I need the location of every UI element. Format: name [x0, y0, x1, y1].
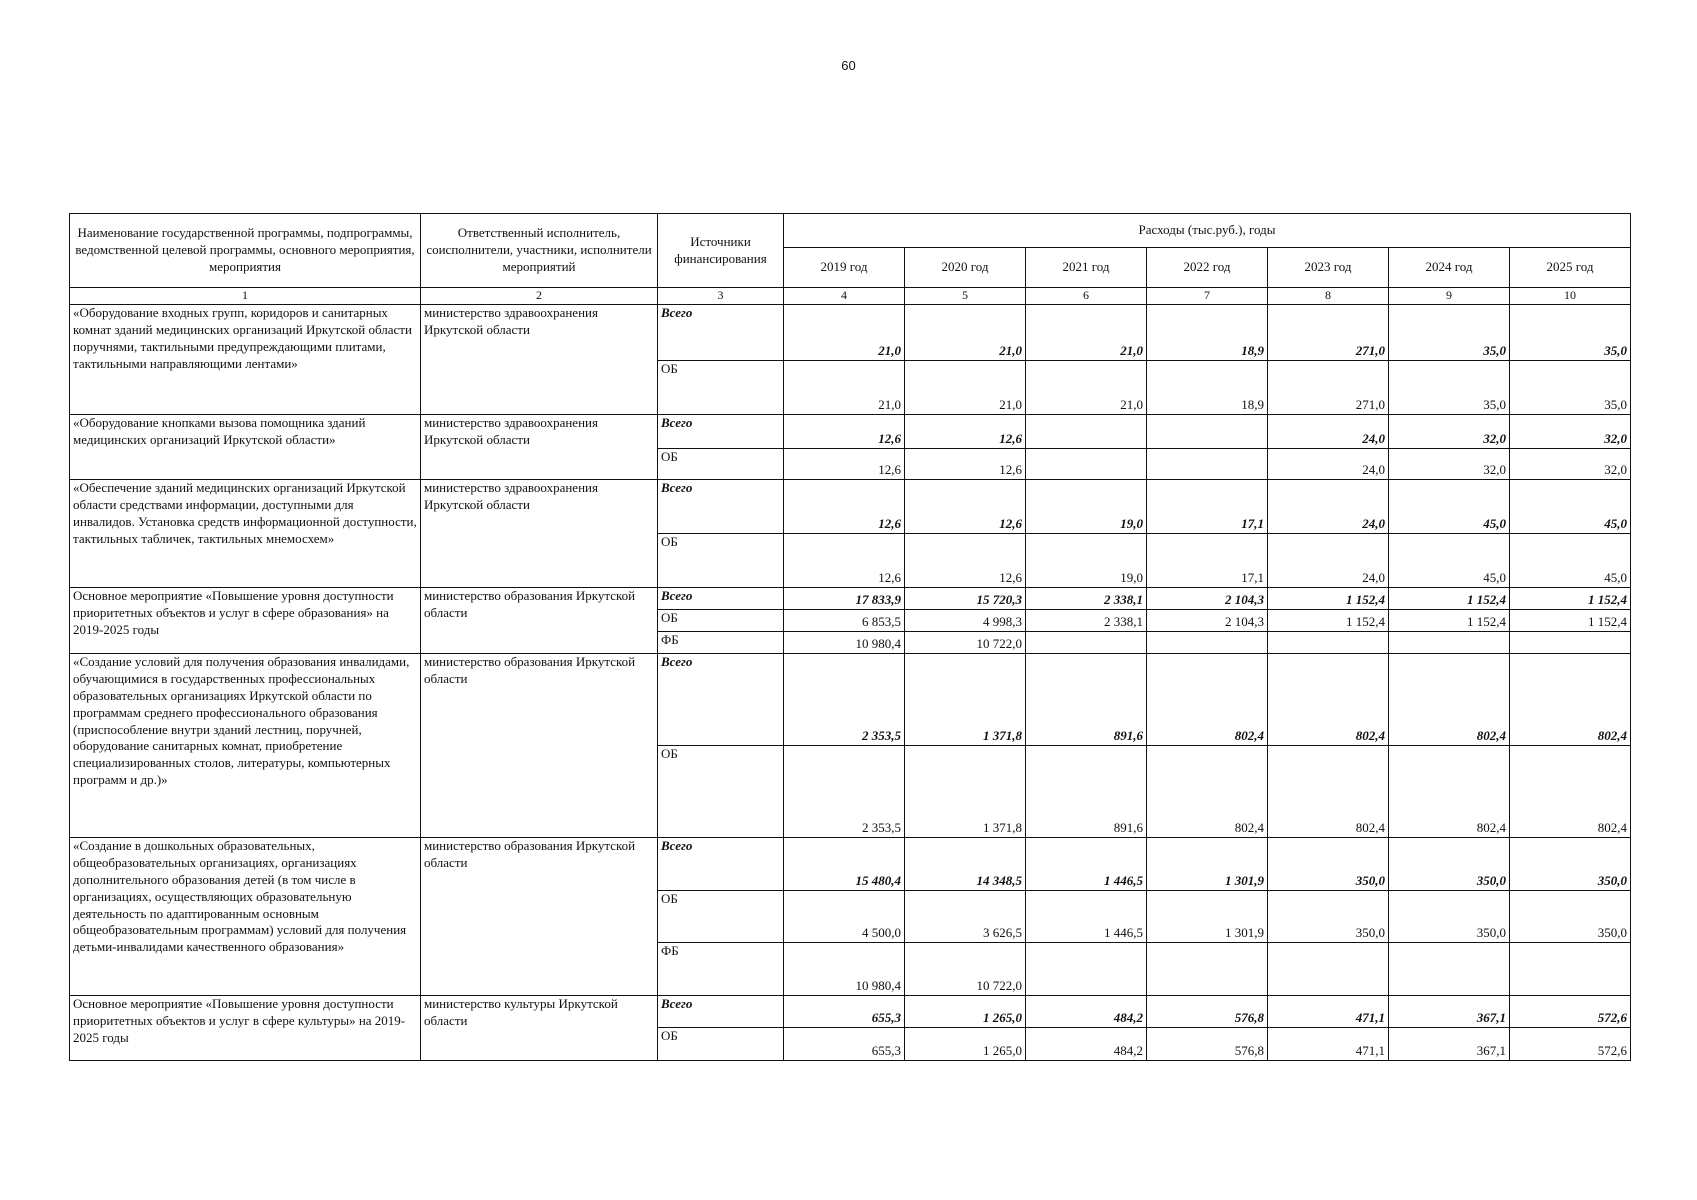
executor-cell: министерство здравоохранения Иркутской области [421, 305, 658, 415]
amount-cell: 19,0 [1026, 480, 1147, 534]
executor-cell: министерство образования Иркутской области [421, 588, 658, 654]
amount-cell: 21,0 [1026, 361, 1147, 415]
amount-cell: 10 722,0 [905, 943, 1026, 996]
amount-cell: 17,1 [1147, 534, 1268, 588]
amount-cell [1510, 943, 1631, 996]
amount-cell: 576,8 [1147, 1028, 1268, 1061]
amount-cell: 350,0 [1510, 891, 1631, 943]
column-number: 3 [658, 288, 784, 305]
amount-cell: 12,6 [784, 415, 905, 449]
amount-cell: 21,0 [1026, 305, 1147, 361]
amount-cell: 24,0 [1268, 534, 1389, 588]
amount-cell [1268, 943, 1389, 996]
amount-cell: 3 626,5 [905, 891, 1026, 943]
table-row [70, 588, 1631, 610]
funding-source-cell: Всего [658, 838, 784, 891]
header-funding-sources: Источники финансирования [658, 214, 784, 288]
amount-cell: 2 338,1 [1026, 610, 1147, 632]
amount-cell: 1 371,8 [905, 654, 1026, 746]
header-expenses: Расходы (тыс.руб.), годы [784, 214, 1631, 248]
amount-cell: 572,6 [1510, 996, 1631, 1028]
column-number: 8 [1268, 288, 1389, 305]
amount-cell: 1 152,4 [1510, 610, 1631, 632]
amount-cell: 21,0 [905, 361, 1026, 415]
amount-cell [1147, 449, 1268, 480]
amount-cell: 32,0 [1510, 449, 1631, 480]
funding-source-cell: Всего [658, 305, 784, 361]
amount-cell: 2 353,5 [784, 746, 905, 838]
page-number: 60 [841, 58, 856, 73]
funding-source-cell: Всего [658, 480, 784, 534]
amount-cell [1510, 632, 1631, 654]
header-program-name: Наименование государственной программы, подпрограммы, ведомственной целевой программы, основного мероприятия, мероприятия [70, 214, 421, 288]
executor-cell: министерство здравоохранения Иркутской области [421, 415, 658, 480]
program-name-cell: «Оборудование кнопками вызова помощника зданий медицинских организаций Иркутской области» [70, 415, 421, 480]
amount-cell: 45,0 [1389, 534, 1510, 588]
amount-cell: 350,0 [1268, 838, 1389, 891]
amount-cell: 271,0 [1268, 361, 1389, 415]
funding-source-cell: Всего [658, 654, 784, 746]
funding-source-cell: ОБ [658, 449, 784, 480]
program-name-cell: Основное мероприятие «Повышение уровня доступности приоритетных объектов и услуг в сфере образования» на 2019-2025 годы [70, 588, 421, 654]
amount-cell: 21,0 [784, 361, 905, 415]
funding-source-cell: Всего [658, 588, 784, 610]
amount-cell: 655,3 [784, 1028, 905, 1061]
amount-cell [1026, 449, 1147, 480]
funding-source-cell: ОБ [658, 534, 784, 588]
amount-cell: 10 722,0 [905, 632, 1026, 654]
header-year: 2024 год [1389, 248, 1510, 288]
amount-cell: 12,6 [784, 480, 905, 534]
amount-cell [1389, 943, 1510, 996]
amount-cell: 4 500,0 [784, 891, 905, 943]
funding-source-cell: ОБ [658, 1028, 784, 1061]
amount-cell: 32,0 [1389, 449, 1510, 480]
amount-cell: 350,0 [1268, 891, 1389, 943]
amount-cell: 10 980,4 [784, 943, 905, 996]
header-year: 2019 год [784, 248, 905, 288]
amount-cell: 12,6 [784, 534, 905, 588]
amount-cell: 1 301,9 [1147, 838, 1268, 891]
amount-cell: 802,4 [1268, 746, 1389, 838]
table-row [70, 838, 1631, 891]
amount-cell: 24,0 [1268, 449, 1389, 480]
amount-cell: 14 348,5 [905, 838, 1026, 891]
amount-cell: 1 301,9 [1147, 891, 1268, 943]
amount-cell: 2 104,3 [1147, 610, 1268, 632]
column-number: 9 [1389, 288, 1510, 305]
funding-source-cell: ФБ [658, 632, 784, 654]
amount-cell: 576,8 [1147, 996, 1268, 1028]
amount-cell: 350,0 [1510, 838, 1631, 891]
table-row [70, 305, 1631, 361]
amount-cell: 572,6 [1510, 1028, 1631, 1061]
header-year: 2025 год [1510, 248, 1631, 288]
amount-cell: 350,0 [1389, 891, 1510, 943]
amount-cell: 19,0 [1026, 534, 1147, 588]
amount-cell: 35,0 [1389, 361, 1510, 415]
amount-cell [1147, 415, 1268, 449]
funding-source-cell: ОБ [658, 891, 784, 943]
header-year: 2021 год [1026, 248, 1147, 288]
amount-cell: 21,0 [784, 305, 905, 361]
amount-cell: 1 371,8 [905, 746, 1026, 838]
amount-cell: 12,6 [784, 449, 905, 480]
executor-cell: министерство здравоохранения Иркутской области [421, 480, 658, 588]
program-name-cell: «Обеспечение зданий медицинских организаций Иркутской области средствами информации, доступными для инвалидов. Установка средств информационной доступности, тактильных табличек, тактильных мнемосхем» [70, 480, 421, 588]
header-year: 2020 год [905, 248, 1026, 288]
program-name-cell: «Оборудование входных групп, коридоров и санитарных комнат зданий медицинских организаций Иркутской области поручнями, тактильными предупреждающими плитами, тактильными направляющими лентами» [70, 305, 421, 415]
amount-cell: 802,4 [1147, 746, 1268, 838]
table-row [70, 996, 1631, 1028]
amount-cell: 6 853,5 [784, 610, 905, 632]
amount-cell: 32,0 [1389, 415, 1510, 449]
amount-cell: 802,4 [1147, 654, 1268, 746]
amount-cell: 2 104,3 [1147, 588, 1268, 610]
column-number: 10 [1510, 288, 1631, 305]
header-executor: Ответственный исполнитель, соисполнители, участники, исполнители мероприятий [421, 214, 658, 288]
amount-cell: 1 152,4 [1268, 610, 1389, 632]
column-number: 2 [421, 288, 658, 305]
amount-cell: 802,4 [1389, 654, 1510, 746]
amount-cell: 802,4 [1510, 654, 1631, 746]
column-number: 1 [70, 288, 421, 305]
amount-cell [1147, 632, 1268, 654]
amount-cell: 1 265,0 [905, 1028, 1026, 1061]
program-name-cell: Основное мероприятие «Повышение уровня доступности приоритетных объектов и услуг в сфере культуры» на 2019-2025 годы [70, 996, 421, 1061]
amount-cell: 802,4 [1268, 654, 1389, 746]
amount-cell [1268, 632, 1389, 654]
amount-cell: 18,9 [1147, 361, 1268, 415]
amount-cell: 45,0 [1510, 480, 1631, 534]
amount-cell: 10 980,4 [784, 632, 905, 654]
amount-cell: 12,6 [905, 449, 1026, 480]
amount-cell: 1 152,4 [1389, 610, 1510, 632]
amount-cell: 1 152,4 [1510, 588, 1631, 610]
amount-cell: 35,0 [1389, 305, 1510, 361]
funding-source-cell: Всего [658, 996, 784, 1028]
header-year: 2023 год [1268, 248, 1389, 288]
funding-source-cell: ОБ [658, 610, 784, 632]
amount-cell: 471,1 [1268, 1028, 1389, 1061]
amount-cell: 18,9 [1147, 305, 1268, 361]
header-year: 2022 год [1147, 248, 1268, 288]
amount-cell: 367,1 [1389, 1028, 1510, 1061]
amount-cell: 35,0 [1510, 361, 1631, 415]
amount-cell: 12,6 [905, 480, 1026, 534]
amount-cell: 891,6 [1026, 746, 1147, 838]
amount-cell [1026, 632, 1147, 654]
amount-cell [1389, 632, 1510, 654]
amount-cell: 1 446,5 [1026, 838, 1147, 891]
amount-cell: 45,0 [1389, 480, 1510, 534]
funding-source-cell: ФБ [658, 943, 784, 996]
table-body [70, 305, 1631, 1061]
column-number: 6 [1026, 288, 1147, 305]
amount-cell: 17 833,9 [784, 588, 905, 610]
amount-cell: 15 480,4 [784, 838, 905, 891]
amount-cell: 12,6 [905, 415, 1026, 449]
amount-cell: 2 353,5 [784, 654, 905, 746]
column-number: 5 [905, 288, 1026, 305]
amount-cell: 802,4 [1389, 746, 1510, 838]
executor-cell: министерство образования Иркутской области [421, 838, 658, 996]
amount-cell: 21,0 [905, 305, 1026, 361]
amount-cell: 655,3 [784, 996, 905, 1028]
funding-source-cell: Всего [658, 415, 784, 449]
amount-cell: 1 265,0 [905, 996, 1026, 1028]
executor-cell: министерство культуры Иркутской области [421, 996, 658, 1061]
amount-cell: 35,0 [1510, 305, 1631, 361]
amount-cell: 471,1 [1268, 996, 1389, 1028]
amount-cell: 484,2 [1026, 1028, 1147, 1061]
amount-cell: 32,0 [1510, 415, 1631, 449]
executor-cell: министерство образования Иркутской области [421, 654, 658, 838]
amount-cell: 45,0 [1510, 534, 1631, 588]
amount-cell: 24,0 [1268, 415, 1389, 449]
amount-cell: 15 720,3 [905, 588, 1026, 610]
table-row [70, 654, 1631, 746]
amount-cell: 4 998,3 [905, 610, 1026, 632]
amount-cell [1026, 943, 1147, 996]
amount-cell: 802,4 [1510, 746, 1631, 838]
amount-cell: 271,0 [1268, 305, 1389, 361]
amount-cell: 484,2 [1026, 996, 1147, 1028]
amount-cell: 350,0 [1389, 838, 1510, 891]
amount-cell: 367,1 [1389, 996, 1510, 1028]
budget-table [69, 213, 1631, 1061]
amount-cell: 12,6 [905, 534, 1026, 588]
amount-cell: 1 446,5 [1026, 891, 1147, 943]
amount-cell: 891,6 [1026, 654, 1147, 746]
amount-cell [1147, 943, 1268, 996]
table-row [70, 415, 1631, 449]
amount-cell [1026, 415, 1147, 449]
funding-source-cell: ОБ [658, 746, 784, 838]
funding-source-cell: ОБ [658, 361, 784, 415]
amount-cell: 2 338,1 [1026, 588, 1147, 610]
column-number: 7 [1147, 288, 1268, 305]
amount-cell: 1 152,4 [1389, 588, 1510, 610]
amount-cell: 1 152,4 [1268, 588, 1389, 610]
amount-cell: 24,0 [1268, 480, 1389, 534]
table-row [70, 480, 1631, 534]
column-number: 4 [784, 288, 905, 305]
program-name-cell: «Создание в дошкольных образовательных, общеобразовательных организациях, организациях дополнительного образования детей (в том числе в организациях, осуществляющих образовательную деятельность по адаптированным основным общеобразовательным программам) условий для получения детьми-инвалидами качественного образования» [70, 838, 421, 996]
program-name-cell: «Создание условий для получения образования инвалидами, обучающимися в государственных профессиональных образовательных организациях Иркутской области по программам среднего профессионального образования (приспособление внутри зданий лестниц, поручней, оборудование санитарных комнат, приобретение специализированных столов, литературы, компьютерных программ и др.)» [70, 654, 421, 838]
amount-cell: 17,1 [1147, 480, 1268, 534]
